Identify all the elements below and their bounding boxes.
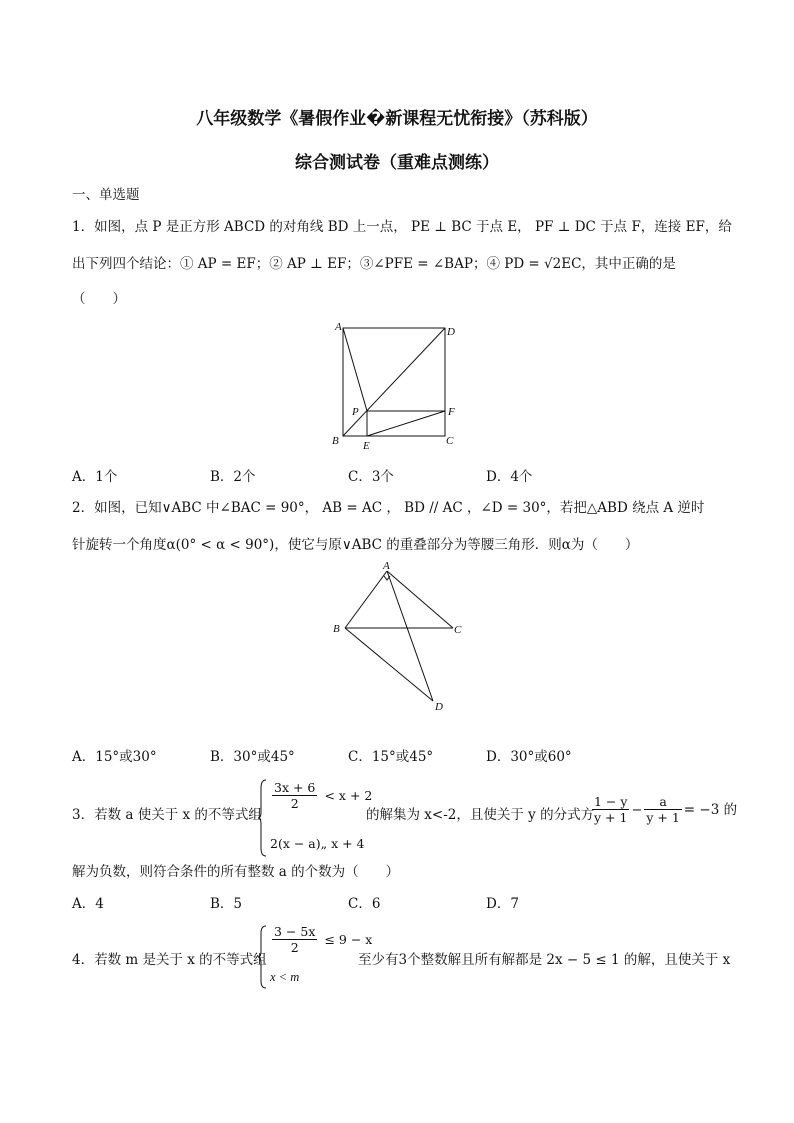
q3-f1-denominator: y + 1	[594, 810, 628, 825]
q2-line1: 2．如图，已知∨ABC 中∠BAC = 90°， AB = AC ， BD // AC ，∠D = 30°，若把△ABD 绕点 A 逆时	[72, 500, 705, 516]
q3-line2: 解为负数，则符合条件的所有整数 a 的个数为（ ）	[72, 864, 400, 880]
q4-sys-row2: x < m	[270, 970, 300, 984]
q1-label-a: A	[335, 321, 342, 333]
q3-fraction-equation	[590, 794, 737, 825]
q2-label-c: C	[454, 624, 462, 636]
q2-label-b: B	[333, 623, 340, 635]
q1-label-d: D	[447, 326, 455, 338]
q3-sys-row2: 2(x − a)„ x + 4	[270, 836, 365, 851]
q3-prefix: 3．若数 a 使关于 x 的不等式组	[72, 807, 262, 823]
q2-line2: 针旋转一个角度α(0° < α < 90°)，使它与原∨ABC 的重叠部分为等腰三角形．则α为（ ）	[72, 537, 639, 553]
section-heading: 一、单选题	[72, 187, 140, 203]
q3-f1-numerator: 1 − y	[594, 794, 628, 809]
q1-line2: 出下列四个结论：① AP = EF；② AP ⊥ EF；③∠PFE = ∠BAP；④ PD = √2EC，其中正确的是	[72, 256, 676, 272]
q2-figure-triangle	[325, 560, 470, 715]
q2-label-a: A	[383, 560, 390, 572]
q1-label-e: E	[363, 440, 370, 452]
q2-option-a[interactable]: A．15°或30°	[72, 749, 157, 765]
q3-rhs: = −3 的	[683, 802, 738, 818]
q3-sys-rhs1: < x + 2	[324, 788, 373, 803]
page-title: 八年级数学《暑假作业�新课程无忧衔接》（苏科版）	[196, 109, 598, 129]
q1-option-c[interactable]: C．3个	[348, 469, 394, 485]
q1-figure-square	[325, 318, 465, 453]
q4-sys-denominator: 2	[290, 940, 299, 955]
q1-label-p: P	[352, 406, 359, 418]
q4-prefix: 4．若数 m 是关于 x 的不等式组	[72, 952, 267, 968]
q4-sys-numerator: 3 − 5x	[274, 924, 316, 939]
q3-option-c[interactable]: C．6	[348, 896, 381, 912]
q1-paren: （ ）	[72, 291, 126, 307]
q4-suffix: 至少有3个整数解且所有解都是 2x − 5 ≤ 1 的解，且使关于 x	[358, 952, 731, 968]
q3-f2-numerator: a	[644, 794, 681, 810]
q3-inequality-system	[258, 778, 373, 858]
q2-option-c[interactable]: C．15°或45°	[348, 749, 434, 765]
q3-middle: 的解集为 x<-2，且使关于 y 的分式方	[366, 807, 595, 823]
q3-option-d[interactable]: D．7	[486, 896, 519, 912]
q1-line1: 1．如图，点 P 是正方形 ABCD 的对角线 BD 上一点， PE ⊥ BC 于点 E， PF ⊥ DC 于点 F，连接 EF，给	[72, 219, 732, 235]
q3-sys-denominator: 2	[290, 796, 299, 811]
q2-option-d[interactable]: D．30°或60°	[486, 749, 572, 765]
q3-option-b[interactable]: B．5	[210, 896, 243, 912]
q4-inequality-system	[258, 924, 373, 990]
q1-option-a[interactable]: A．1个	[72, 469, 118, 485]
q4-sys-rhs1: ≤ 9 − x	[324, 932, 373, 947]
q1-label-f: F	[448, 406, 455, 418]
q3-sys-numerator: 3x + 6	[274, 780, 316, 795]
q1-label-c: C	[446, 435, 454, 447]
q2-option-b[interactable]: B．30°或45°	[210, 749, 295, 765]
q1-option-d[interactable]: D．4个	[486, 469, 533, 485]
page-subtitle: 综合测试卷（重难点测练）	[295, 153, 499, 173]
q3-f2-denominator: y + 1	[646, 810, 680, 825]
q1-option-b[interactable]: B．2个	[210, 469, 256, 485]
q3-minus: −	[631, 803, 643, 818]
q1-label-b: B	[332, 435, 339, 447]
q3-option-a[interactable]: A．4	[72, 896, 104, 912]
q2-label-d: D	[435, 701, 443, 713]
